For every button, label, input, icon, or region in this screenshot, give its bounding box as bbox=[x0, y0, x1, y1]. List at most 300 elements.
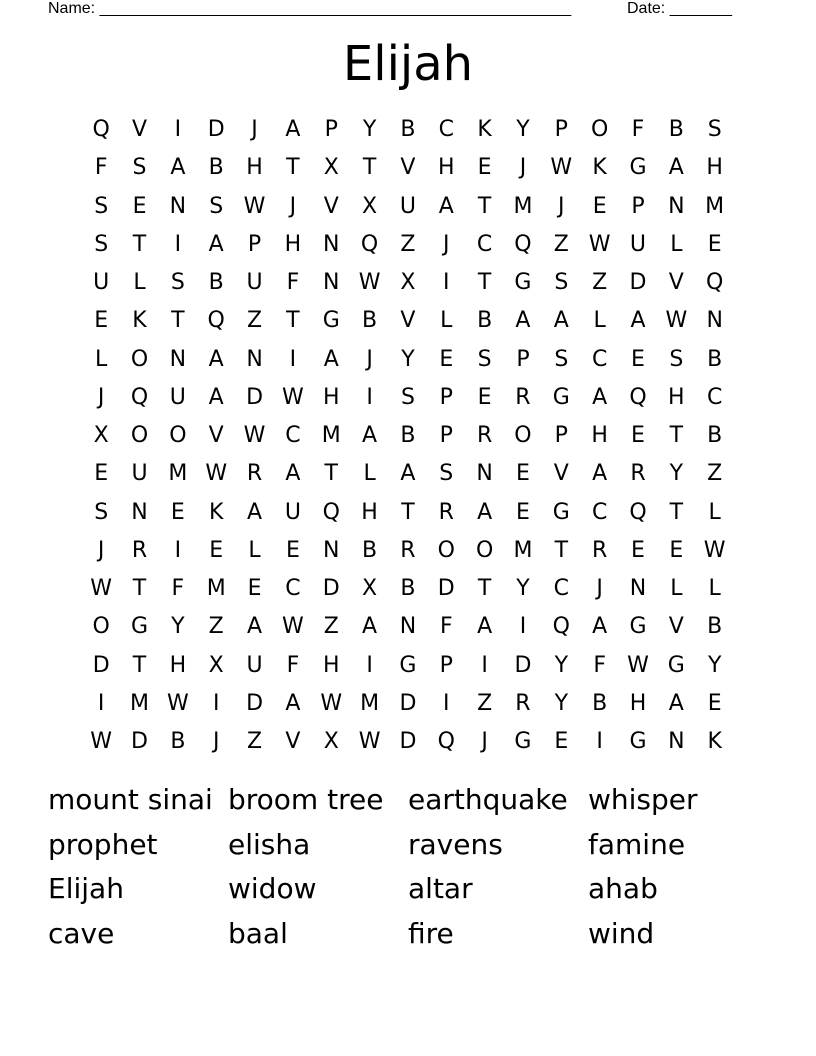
grid-letter: B bbox=[707, 423, 723, 448]
grid-letter: Y bbox=[362, 117, 377, 142]
grid-letter: K bbox=[132, 308, 147, 334]
grid-letter: P bbox=[439, 652, 453, 678]
grid-letter: A bbox=[362, 614, 378, 640]
grid-letter: R bbox=[515, 384, 531, 410]
grid-letter: I bbox=[481, 652, 488, 678]
grid-letter: A bbox=[285, 690, 301, 716]
grid-letter: E bbox=[554, 729, 569, 754]
grid-letter: E bbox=[631, 346, 645, 372]
grid-letter: Y bbox=[669, 461, 684, 487]
grid-letter: I bbox=[289, 346, 297, 372]
grid-letter: T bbox=[132, 576, 147, 601]
word-list-item: Elijah bbox=[48, 872, 124, 906]
date-line: Date: _______ bbox=[627, 0, 732, 17]
grid-letter: Z bbox=[400, 231, 416, 257]
grid-letter: C bbox=[285, 576, 301, 601]
grid-row bbox=[82, 264, 734, 302]
grid-letter: V bbox=[400, 308, 416, 334]
grid-letter: L bbox=[670, 231, 683, 257]
grid-letter: T bbox=[554, 537, 569, 563]
grid-letter: D bbox=[246, 690, 264, 716]
grid-letter: G bbox=[629, 614, 647, 640]
grid-letter: J bbox=[212, 729, 220, 754]
grid-letter: D bbox=[399, 729, 417, 754]
grid-letter: N bbox=[169, 193, 187, 219]
grid-letter: F bbox=[171, 576, 185, 601]
grid-row bbox=[82, 188, 734, 226]
grid-letter: A bbox=[668, 155, 684, 181]
grid-letter: K bbox=[707, 729, 722, 754]
grid-letter: E bbox=[477, 384, 492, 410]
word-list-item: altar bbox=[408, 872, 473, 906]
grid-letter: R bbox=[591, 537, 608, 563]
word-list bbox=[48, 778, 768, 957]
grid-letter: X bbox=[362, 193, 378, 219]
grid-letter: Q bbox=[207, 308, 225, 334]
grid-letter: D bbox=[131, 729, 148, 754]
grid-letter: M bbox=[321, 423, 341, 448]
grid-letter: C bbox=[706, 384, 723, 410]
grid-letter: V bbox=[323, 193, 339, 219]
grid-letter: N bbox=[131, 499, 148, 525]
grid-letter: T bbox=[286, 308, 300, 334]
word-list-item: ahab bbox=[588, 872, 658, 906]
grid-letter: A bbox=[477, 614, 493, 640]
grid-letter: S bbox=[707, 117, 722, 142]
grid-letter: W bbox=[627, 652, 649, 678]
grid-letter: E bbox=[439, 346, 454, 372]
grid-letter: Q bbox=[437, 729, 455, 754]
word-list-item: whisper bbox=[588, 783, 698, 816]
grid-letter: Q bbox=[130, 384, 149, 410]
grid-letter: G bbox=[514, 729, 532, 754]
grid-letter: V bbox=[208, 423, 224, 448]
grid-letter: I bbox=[596, 729, 603, 754]
grid-letter: H bbox=[246, 155, 263, 181]
grid-letter: B bbox=[362, 308, 378, 334]
grid-letter: J bbox=[519, 155, 527, 181]
grid-letter: V bbox=[668, 270, 684, 295]
grid-letter: L bbox=[670, 576, 683, 601]
grid-letter: U bbox=[284, 499, 301, 525]
grid-row bbox=[82, 226, 734, 264]
grid-letter: I bbox=[174, 117, 182, 142]
grid-letter: W bbox=[243, 423, 266, 448]
grid-letter: H bbox=[322, 384, 340, 410]
grid-letter: M bbox=[513, 537, 533, 563]
grid-letter: N bbox=[668, 729, 685, 754]
grid-letter: Z bbox=[553, 231, 569, 257]
grid-letter: T bbox=[669, 423, 684, 448]
grid-letter: S bbox=[554, 346, 569, 372]
grid-letter: A bbox=[592, 614, 608, 640]
grid-letter: A bbox=[208, 231, 224, 257]
grid-letter: X bbox=[362, 576, 378, 601]
grid-letter: V bbox=[285, 729, 301, 754]
grid-letter: V bbox=[131, 117, 148, 142]
grid-letter: M bbox=[513, 193, 533, 219]
grid-letter: J bbox=[97, 537, 105, 563]
grid-letter: A bbox=[438, 193, 454, 219]
grid-letter: P bbox=[631, 193, 645, 219]
grid-letter: N bbox=[668, 193, 685, 219]
grid-letter: Y bbox=[554, 652, 569, 678]
grid-letter: S bbox=[170, 270, 185, 295]
grid-letter: Q bbox=[360, 231, 379, 257]
grid-letter: A bbox=[630, 308, 646, 334]
grid-letter: I bbox=[174, 231, 182, 257]
grid-letter: Z bbox=[707, 461, 723, 487]
grid-letter: S bbox=[94, 499, 109, 525]
grid-letter: P bbox=[554, 117, 568, 142]
grid-letter: E bbox=[285, 537, 300, 563]
grid-letter: Z bbox=[323, 614, 339, 640]
grid-letter: Y bbox=[516, 576, 530, 601]
grid-letter: U bbox=[246, 652, 263, 678]
grid-letter: B bbox=[400, 117, 416, 142]
grid-letter: U bbox=[629, 231, 647, 257]
grid-letter: B bbox=[362, 537, 378, 563]
grid-letter: E bbox=[707, 690, 722, 716]
grid-letter: X bbox=[323, 729, 339, 754]
grid-letter: Y bbox=[171, 614, 185, 640]
grid-letter: W bbox=[282, 614, 304, 640]
grid-letter: L bbox=[440, 308, 453, 334]
grid-letter: R bbox=[515, 690, 531, 716]
grid-letter: C bbox=[285, 423, 301, 448]
grid-letter: J bbox=[596, 576, 603, 601]
grid-letter: H bbox=[361, 499, 378, 525]
grid-letter: E bbox=[170, 499, 185, 525]
grid-letter: B bbox=[208, 155, 224, 181]
grid-row bbox=[82, 149, 734, 187]
grid-letter: B bbox=[170, 729, 186, 754]
grid-letter: Z bbox=[477, 690, 493, 716]
grid-letter: L bbox=[363, 461, 376, 487]
grid-letter: Y bbox=[707, 652, 722, 678]
grid-letter: F bbox=[286, 652, 300, 678]
grid-letter: Z bbox=[247, 308, 263, 334]
grid-letter: H bbox=[322, 652, 340, 678]
grid-letter: X bbox=[400, 270, 416, 295]
grid-letter: T bbox=[477, 193, 492, 219]
grid-letter: O bbox=[130, 423, 149, 448]
grid-letter: R bbox=[476, 423, 493, 448]
grid-letter: E bbox=[592, 193, 607, 219]
grid-letter: T bbox=[669, 499, 684, 525]
grid-letter: J bbox=[289, 193, 297, 219]
grid-letter: E bbox=[516, 499, 530, 525]
grid-letter: I bbox=[97, 690, 105, 716]
grid-row bbox=[82, 570, 734, 608]
grid-letter: B bbox=[477, 308, 493, 334]
grid-letter: A bbox=[208, 384, 224, 410]
grid-letter: U bbox=[399, 193, 416, 219]
grid-letter: U bbox=[131, 461, 148, 487]
grid-letter: N bbox=[629, 576, 647, 601]
grid-letter: P bbox=[324, 117, 338, 142]
grid-letter: E bbox=[132, 193, 147, 219]
grid-letter: Q bbox=[706, 270, 724, 295]
grid-letter: R bbox=[400, 537, 416, 563]
grid-letter: B bbox=[400, 576, 416, 601]
grid-letter: G bbox=[667, 652, 685, 678]
grid-row bbox=[82, 608, 734, 646]
grid-letter: A bbox=[362, 423, 378, 448]
grid-letter: J bbox=[251, 117, 258, 142]
grid-letter: I bbox=[443, 690, 450, 716]
grid-letter: E bbox=[94, 461, 109, 487]
grid-letter: L bbox=[593, 308, 606, 334]
grid-letter: S bbox=[132, 155, 147, 181]
grid-letter: T bbox=[401, 499, 415, 525]
grid-letter: L bbox=[248, 537, 261, 563]
grid-letter: X bbox=[93, 423, 109, 448]
grid-letter: P bbox=[247, 231, 262, 257]
grid-letter: E bbox=[247, 576, 262, 601]
grid-letter: Q bbox=[514, 231, 532, 257]
grid-letter: G bbox=[629, 155, 647, 181]
grid-row bbox=[82, 723, 734, 761]
grid-letter: N bbox=[399, 614, 417, 640]
grid-letter: E bbox=[669, 537, 684, 563]
grid-letter: O bbox=[437, 537, 455, 563]
word-list-item: mount sinai bbox=[48, 783, 213, 816]
worksheet-header bbox=[48, 0, 740, 20]
grid-letter: D bbox=[399, 690, 417, 716]
grid-letter: Q bbox=[629, 499, 647, 525]
grid-letter: C bbox=[476, 231, 493, 257]
grid-letter: E bbox=[94, 308, 109, 334]
grid-letter: L bbox=[95, 346, 108, 372]
grid-letter: A bbox=[400, 461, 416, 487]
grid-letter: T bbox=[477, 270, 492, 295]
grid-letter: W bbox=[358, 270, 381, 295]
grid-letter: A bbox=[323, 346, 339, 372]
grid-letter: U bbox=[246, 270, 263, 295]
word-list-item: cave bbox=[48, 917, 115, 951]
grid-letter: G bbox=[322, 308, 340, 334]
grid-letter: G bbox=[399, 652, 417, 678]
grid-letter: X bbox=[323, 155, 339, 181]
grid-letter: Y bbox=[401, 346, 415, 372]
grid-letter: Q bbox=[92, 117, 110, 142]
word-list-item: baal bbox=[228, 917, 288, 951]
grid-row bbox=[82, 417, 734, 455]
grid-letter: W bbox=[205, 461, 228, 487]
word-list-item: fire bbox=[408, 917, 454, 951]
grid-letter: H bbox=[629, 690, 647, 716]
grid-letter: T bbox=[132, 652, 147, 678]
grid-letter: E bbox=[707, 231, 722, 257]
grid-letter: E bbox=[631, 423, 645, 448]
grid-letter: T bbox=[324, 461, 338, 487]
grid-row bbox=[82, 111, 734, 149]
grid-letter: A bbox=[592, 461, 608, 487]
grid-letter: X bbox=[208, 652, 224, 678]
grid-letter: P bbox=[439, 384, 453, 410]
grid-letter: O bbox=[590, 117, 609, 142]
grid-letter: R bbox=[246, 461, 263, 487]
grid-row bbox=[82, 379, 734, 417]
grid-letter: W bbox=[588, 231, 611, 257]
letter-grid bbox=[82, 111, 734, 761]
grid-letter: T bbox=[362, 155, 377, 181]
grid-letter: B bbox=[707, 346, 723, 372]
grid-letter: N bbox=[323, 231, 340, 257]
grid-letter: M bbox=[168, 461, 188, 487]
grid-letter: M bbox=[360, 690, 380, 716]
grid-letter: F bbox=[94, 155, 108, 181]
grid-letter: E bbox=[209, 537, 224, 563]
name-line: Name: _____________________________________________________ bbox=[48, 0, 572, 17]
grid-letter: A bbox=[247, 614, 263, 640]
grid-letter: M bbox=[705, 193, 725, 219]
grid-letter: I bbox=[212, 690, 220, 716]
grid-row bbox=[82, 341, 734, 379]
grid-letter: G bbox=[514, 270, 532, 295]
page-title: Elijah bbox=[342, 36, 474, 92]
grid-letter: Q bbox=[322, 499, 340, 525]
grid-letter: W bbox=[243, 193, 266, 219]
grid-letter: W bbox=[550, 155, 573, 181]
grid-letter: A bbox=[592, 384, 608, 410]
grid-letter: G bbox=[552, 499, 570, 525]
grid-letter: V bbox=[553, 461, 569, 487]
grid-letter: N bbox=[246, 346, 263, 372]
grid-letter: J bbox=[481, 729, 488, 754]
grid-letter: G bbox=[552, 384, 570, 410]
grid-letter: A bbox=[285, 461, 301, 487]
grid-letter: E bbox=[516, 461, 530, 487]
grid-letter: C bbox=[591, 499, 608, 525]
grid-letter: B bbox=[707, 614, 723, 640]
grid-letter: O bbox=[92, 614, 110, 640]
grid-letter: F bbox=[439, 614, 453, 640]
grid-letter: B bbox=[668, 117, 684, 142]
grid-letter: B bbox=[592, 690, 608, 716]
grid-letter: W bbox=[166, 690, 189, 716]
grid-letter: D bbox=[322, 576, 340, 601]
grid-letter: J bbox=[558, 193, 565, 219]
grid-letter: P bbox=[554, 423, 568, 448]
grid-letter: Z bbox=[592, 270, 608, 295]
word-list-item: broom tree bbox=[228, 783, 384, 816]
grid-letter: W bbox=[90, 576, 113, 601]
grid-letter: M bbox=[130, 690, 149, 716]
grid-letter: W bbox=[703, 537, 726, 563]
grid-row bbox=[82, 494, 734, 532]
grid-letter: T bbox=[171, 308, 185, 334]
grid-row bbox=[82, 647, 734, 685]
word-list-item: prophet bbox=[48, 827, 158, 861]
grid-letter: E bbox=[631, 537, 645, 563]
word-list-item: famine bbox=[588, 827, 686, 861]
grid-letter: L bbox=[708, 576, 721, 601]
grid-letter: Y bbox=[554, 690, 569, 716]
grid-letter: I bbox=[366, 652, 373, 678]
grid-letter: D bbox=[92, 652, 110, 678]
grid-letter: P bbox=[439, 423, 453, 448]
grid-row bbox=[82, 302, 734, 340]
grid-letter: W bbox=[282, 384, 304, 410]
grid-letter: S bbox=[554, 270, 569, 295]
grid-letter: Z bbox=[208, 614, 224, 640]
grid-letter: H bbox=[591, 423, 608, 448]
grid-letter: A bbox=[170, 155, 186, 181]
grid-letter: K bbox=[592, 155, 607, 181]
grid-letter: H bbox=[284, 231, 302, 257]
grid-letter: V bbox=[668, 614, 684, 640]
grid-letter: U bbox=[169, 384, 186, 410]
grid-letter: I bbox=[174, 537, 182, 563]
grid-letter: B bbox=[400, 423, 416, 448]
grid-letter: M bbox=[206, 576, 226, 601]
grid-letter: R bbox=[131, 537, 148, 563]
grid-letter: J bbox=[443, 231, 450, 257]
grid-letter: I bbox=[366, 384, 373, 410]
grid-letter: Z bbox=[247, 729, 263, 754]
grid-letter: H bbox=[169, 652, 187, 678]
grid-letter: C bbox=[438, 117, 454, 142]
grid-letter: A bbox=[247, 499, 263, 525]
grid-row bbox=[82, 532, 734, 570]
grid-letter: D bbox=[514, 652, 532, 678]
grid-letter: G bbox=[629, 729, 647, 754]
grid-letter: U bbox=[93, 270, 110, 295]
grid-letter: T bbox=[132, 231, 147, 257]
grid-letter: H bbox=[437, 155, 455, 181]
grid-letter: F bbox=[593, 652, 606, 678]
grid-letter: K bbox=[477, 117, 492, 142]
grid-letter: Y bbox=[516, 117, 530, 142]
grid-letter: R bbox=[630, 461, 646, 487]
grid-letter: J bbox=[97, 384, 105, 410]
grid-letter: T bbox=[477, 576, 492, 601]
grid-letter: D bbox=[629, 270, 647, 295]
grid-letter: L bbox=[133, 270, 146, 295]
grid-letter: T bbox=[286, 155, 300, 181]
grid-letter: D bbox=[437, 576, 455, 601]
grid-letter: N bbox=[169, 346, 187, 372]
grid-row bbox=[82, 455, 734, 493]
grid-letter: R bbox=[438, 499, 454, 525]
grid-letter: C bbox=[591, 346, 608, 372]
grid-letter: W bbox=[358, 729, 381, 754]
grid-letter: C bbox=[553, 576, 569, 601]
grid-letter: J bbox=[366, 346, 373, 372]
grid-letter: N bbox=[706, 308, 723, 334]
grid-letter: Q bbox=[629, 384, 647, 410]
grid-letter: A bbox=[285, 117, 301, 142]
grid-letter: S bbox=[439, 461, 454, 487]
grid-letter: A bbox=[477, 499, 493, 525]
word-list-item: earthquake bbox=[408, 783, 568, 816]
grid-letter: L bbox=[708, 499, 721, 525]
grid-letter: S bbox=[477, 346, 492, 372]
grid-letter: S bbox=[669, 346, 684, 372]
grid-row bbox=[82, 685, 734, 723]
grid-letter: E bbox=[477, 155, 492, 181]
grid-letter: G bbox=[130, 614, 149, 640]
grid-letter: I bbox=[443, 270, 450, 295]
grid-letter: V bbox=[400, 155, 416, 181]
grid-letter: D bbox=[246, 384, 264, 410]
grid-letter: O bbox=[514, 423, 532, 448]
grid-letter: W bbox=[665, 308, 688, 334]
grid-letter: A bbox=[668, 690, 684, 716]
grid-letter: H bbox=[668, 384, 685, 410]
